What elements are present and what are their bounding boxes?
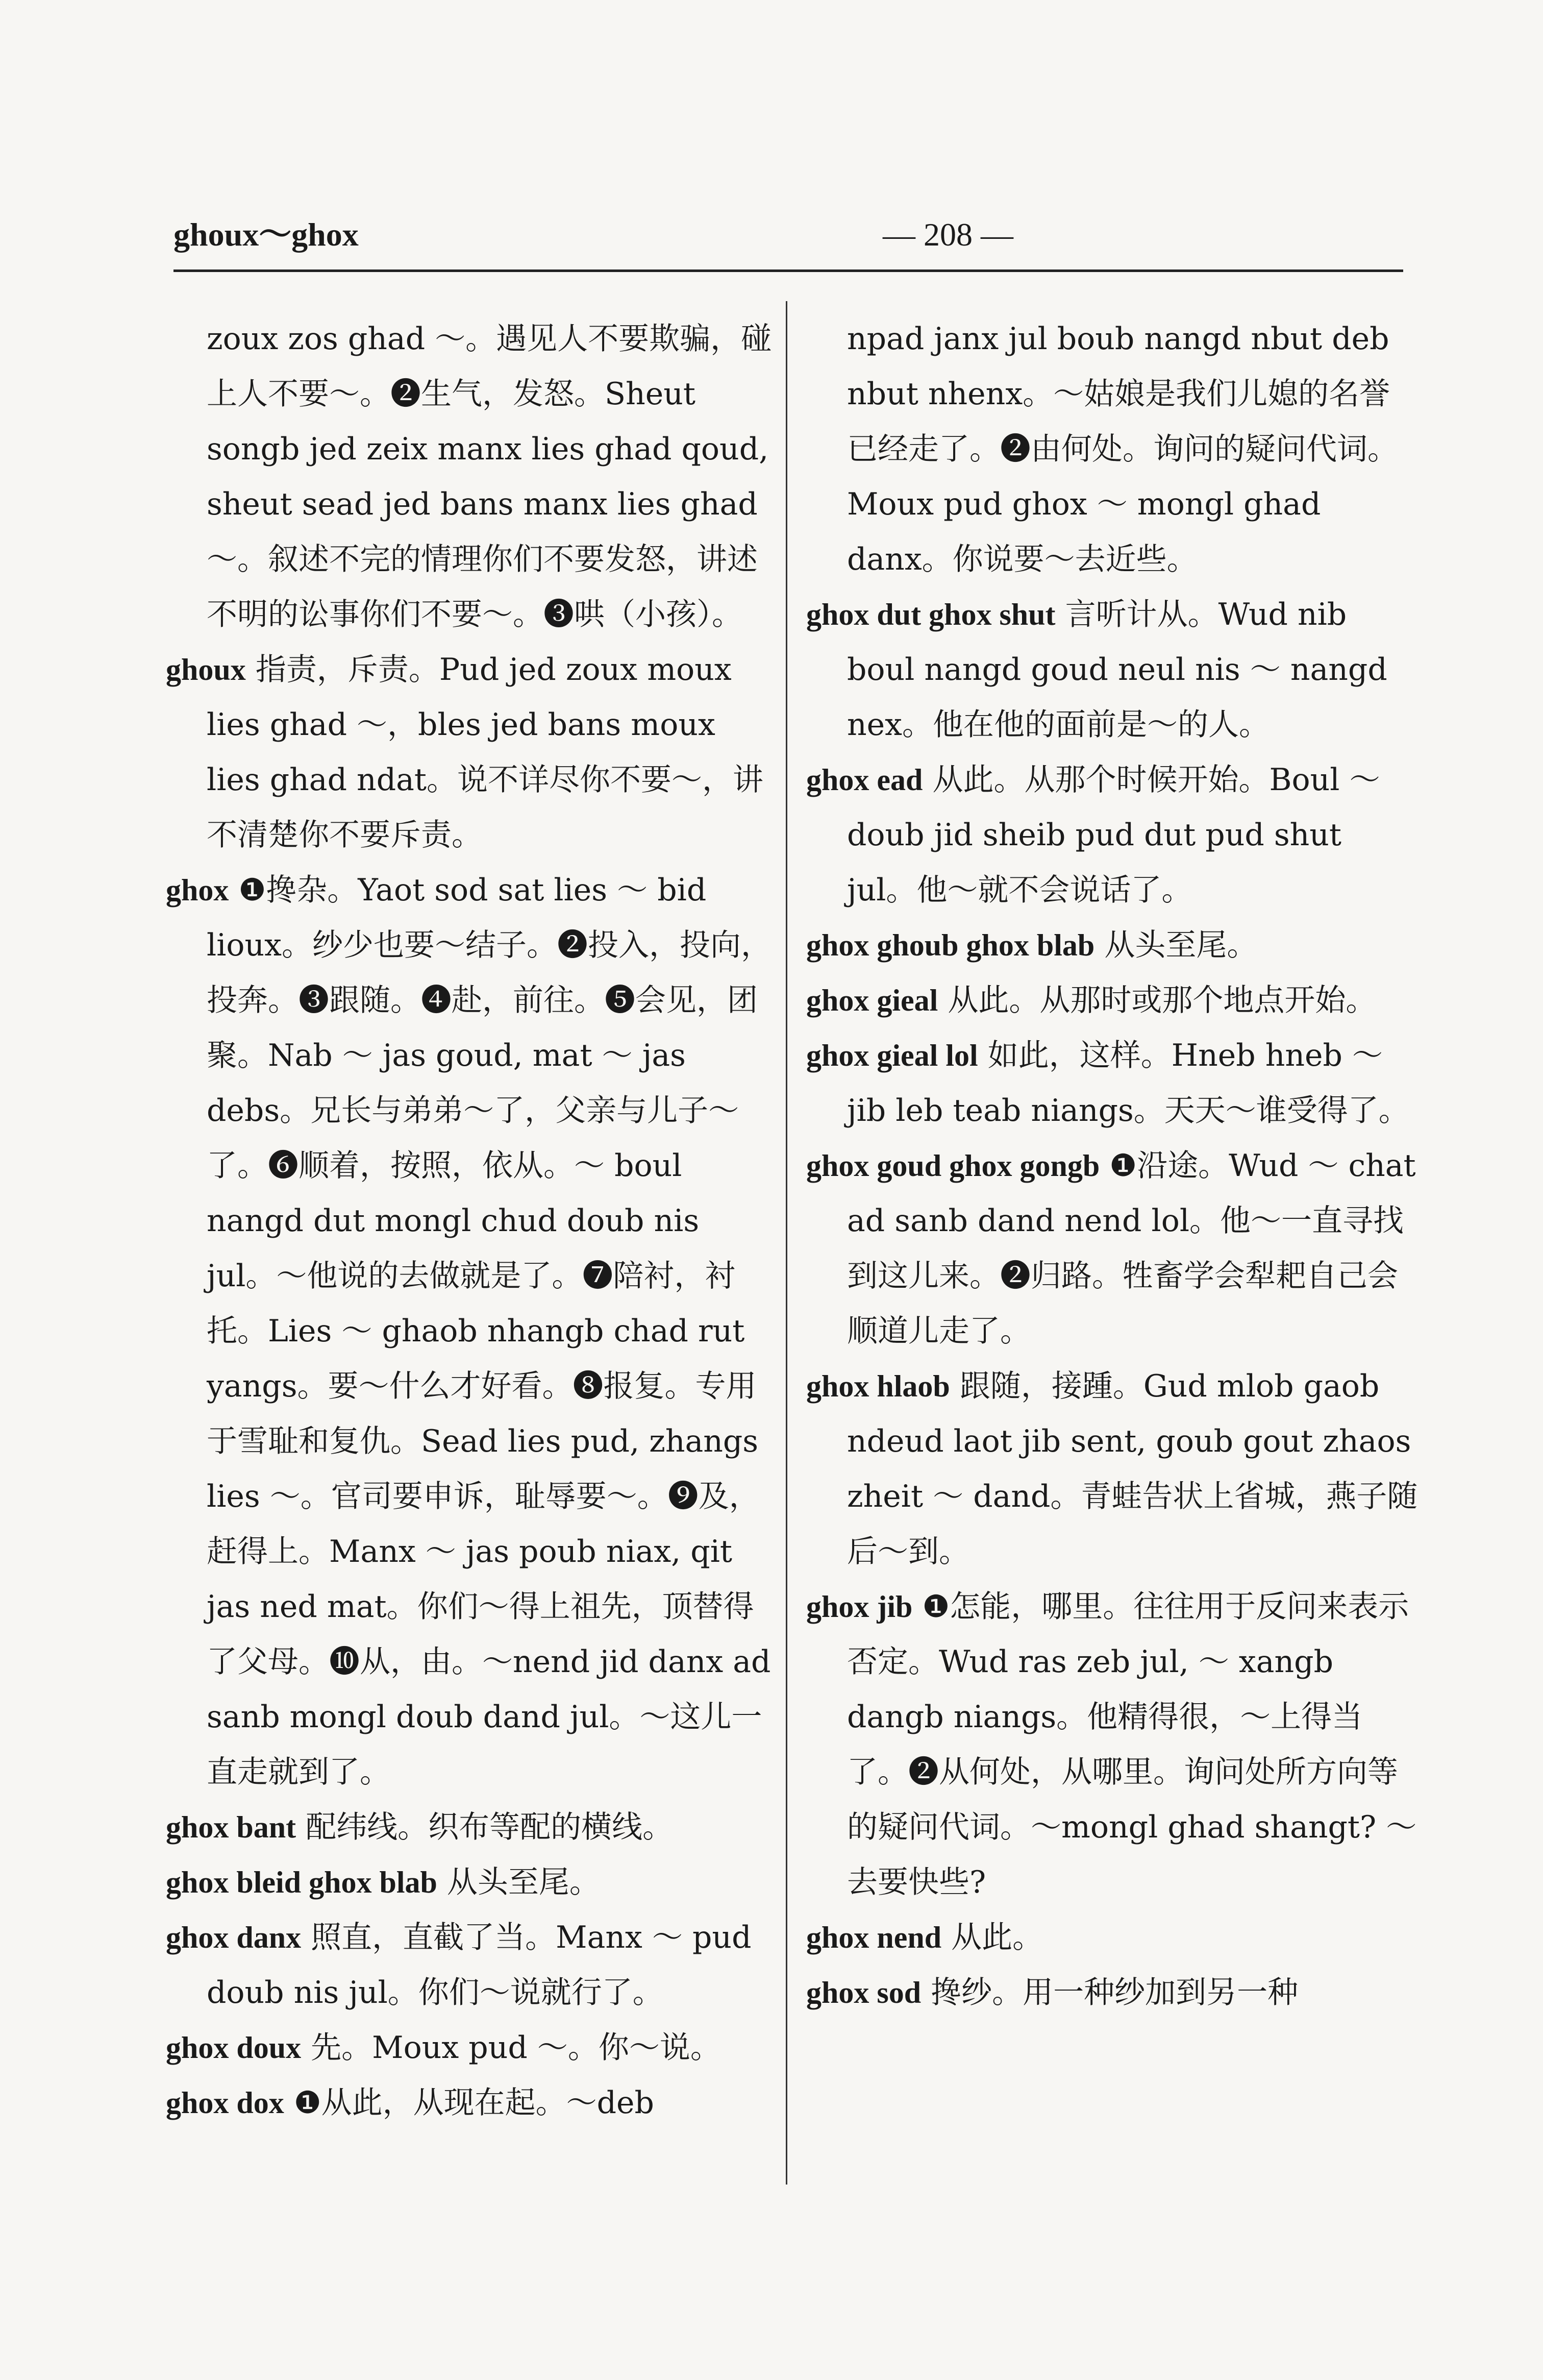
entry-definition: ❶从此，从现在起。～deb xyxy=(284,2085,654,2121)
entry-headword: ghox hlaob xyxy=(806,1369,950,1403)
entry-headword: ghox bant xyxy=(166,1810,296,1844)
dictionary-entry xyxy=(166,2020,778,2075)
entry-headword: ghox bleid ghox blab xyxy=(166,1866,437,1899)
entry-headword: ghox dut ghox shut xyxy=(806,598,1056,631)
dictionary-entry xyxy=(166,1800,778,1855)
dictionary-entry xyxy=(166,863,778,1800)
entry-definition: 照直，直截了当。Manx ～ pud doub nis jul。你们～说就行了。 xyxy=(207,1920,752,2010)
entry-headword: ghox ead xyxy=(806,763,923,797)
entry-headword: ghox dox xyxy=(166,2086,284,2120)
dictionary-entry xyxy=(806,1965,1418,2020)
header-rule xyxy=(173,269,1403,272)
entry-definition: 如此，这样。Hneb hneb ～ jib leb teab niangs。天天～谁受得了。 xyxy=(847,1038,1409,1128)
entry-definition: ❶搀杂。Yaot sod sat lies ～ bid lioux。纱少也要～结子。❷投入，投向，投奔。❸跟随。❹赴，前往。❺会见，团聚。Nab ～ jas goud, mat ～ jas debs。兄长与弟弟～了，父亲与儿子～了。❻顺着，按照，依从。～ boul nangd dut mongl chud doub nis jul。～他说的去做就是了。❼陪衬，衬托。Lies ～ ghaob nhangb chad rut yangs。要～什么才好看。❽报复。专用于雪耻和复仇。Sead lies pud, zhangs lies ～。官司要申诉，耻辱要～。❾及，赶得上。Manx ～ jas poub niax, qit jas ned mat。你们～得上祖先，顶替得了父母。❿从，由。～nend jid danx ad sanb mongl doub dand jul。～这儿一直走就到了。 xyxy=(207,872,772,1790)
entry-headword: ghox jib xyxy=(806,1590,913,1624)
entry-headword: ghox goud ghox gongb xyxy=(806,1149,1100,1183)
page-header xyxy=(173,214,1403,255)
entry-definition: 先。Moux pud ～。你～说。 xyxy=(301,2030,721,2066)
dictionary-entry xyxy=(806,918,1418,973)
entry-definition: 配纬线。织布等配的横线。 xyxy=(296,1809,674,1845)
entry-definition: 搀纱。用一种纱加到另一种 xyxy=(921,1975,1299,2010)
entry-definition: npad janx jul boub nangd nbut deb nbut nhenx。～姑娘是我们儿媳的名誉已经走了。❷由何处。询问的疑问代词。Moux pud ghox ～ mongl ghad danx。你说要～去近些。 xyxy=(847,321,1398,577)
entry-headword: ghoux xyxy=(166,653,246,686)
entry-headword: ghox sod xyxy=(806,1976,922,2009)
entry-headword: ghox gieal xyxy=(806,984,938,1017)
entry-continuation xyxy=(806,311,1418,587)
entry-headword: ghox xyxy=(166,873,229,907)
dictionary-entry xyxy=(806,1359,1418,1579)
entry-headword: ghox doux xyxy=(166,2031,302,2065)
left-column xyxy=(166,311,778,2130)
entry-definition: ❶沿途。Wud ～ chat ad sanb dand nend lol。他～一直寻找到这儿来。❷归路。牲畜学会犁耙自己会顺道儿走了。 xyxy=(847,1148,1416,1349)
entry-headword: ghox gieal lol xyxy=(806,1039,978,1072)
dictionary-entry xyxy=(166,642,778,863)
entry-definition: 从此。从那时或那个地点开始。 xyxy=(938,983,1377,1018)
dictionary-entry xyxy=(806,752,1418,918)
entry-definition: ❶怎能，哪里。往往用于反问来表示否定。Wud ras zeb jul, ～ xangb dangb niangs。他精得很，～上得当了。❷从何处，从哪里。询问处所方向等的疑问代词。～mongl ghad shangt? ～去要快些? xyxy=(847,1589,1417,1900)
dictionary-entry xyxy=(806,973,1418,1028)
dictionary-entry xyxy=(166,2075,778,2130)
page-number: — 208 — xyxy=(883,216,1013,253)
entry-definition: 从头至尾。 xyxy=(1094,927,1258,963)
dictionary-entry xyxy=(806,1579,1418,1910)
entry-definition: 言听计从。Wud nib boul nangd goud neul nis ～ nangd nex。他在他的面前是～的人。 xyxy=(847,597,1387,743)
dictionary-entry xyxy=(166,1910,778,2020)
column-divider xyxy=(786,301,787,2185)
entry-definition: 从头至尾。 xyxy=(437,1864,600,1900)
dictionary-entry xyxy=(806,1910,1418,1965)
entry-headword: ghox nend xyxy=(806,1921,942,1954)
guide-words: ghoux～ghox xyxy=(173,216,359,253)
entry-definition: zoux zos ghad ～。遇见人不要欺骗，碰上人不要～。❷生气，发怒。Sheut songb jed zeix manx lies ghad qoud, sheut sead jed bans manx lies ghad ～。叙述不完的情理你们不要发怒，讲述不明的讼事你们不要～。❸哄（小孩）。 xyxy=(207,321,772,632)
entry-headword: ghox danx xyxy=(166,1921,302,1954)
entry-definition: 从此。从那个时候开始。Boul ～ doub jid sheib pud dut pud shut jul。他～就不会说话了。 xyxy=(847,762,1380,908)
entry-definition: 指责，斥责。Pud jed zoux moux lies ghad ～，bles jed bans moux lies ghad ndat。说不详尽你不要～，讲不清楚你不要斥责。 xyxy=(207,652,763,853)
dictionary-entry xyxy=(166,1855,778,1910)
dictionary-entry xyxy=(806,587,1418,752)
entry-headword: ghox ghoub ghox blab xyxy=(806,928,1095,962)
dictionary-entry xyxy=(806,1138,1418,1359)
right-column xyxy=(806,311,1418,2020)
dictionary-entry xyxy=(806,1028,1418,1138)
entry-continuation xyxy=(166,311,778,642)
entry-definition: 从此。 xyxy=(941,1920,1043,1955)
entry-definition: 跟随，接踵。Gud mlob gaob ndeud laot jib sent, goub gout zhaos zheit ～ dand。青蛙告状上省城，燕子随后～到。 xyxy=(847,1368,1418,1569)
